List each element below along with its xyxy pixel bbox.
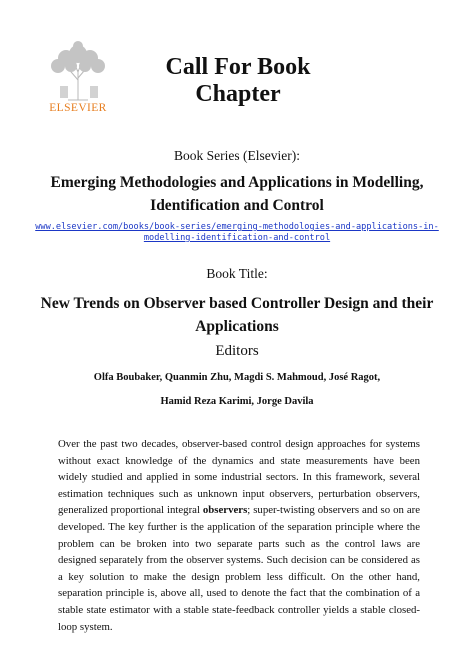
series-label: Book Series (Elsevier): xyxy=(174,148,300,163)
elsevier-logo xyxy=(38,40,118,118)
abstract-paragraph xyxy=(58,436,420,635)
book-title xyxy=(40,292,434,338)
editors-heading: Editors xyxy=(215,343,259,359)
page-title: Call For Book Chapter xyxy=(165,54,311,107)
series-url-line-2: modelling-identification-and-control xyxy=(143,233,331,243)
abstract-emphasis: observers xyxy=(202,504,248,517)
editors-list-line-1: Olfa Boubaker, Quanmin Zhu, Magdi S. Mahmoud, José Ragot, xyxy=(93,372,381,383)
book-title-line-2: Applications xyxy=(195,318,279,335)
series-title xyxy=(40,171,434,217)
series-title-line-2: Identification and Control xyxy=(150,197,324,214)
series-title-line-1: Emerging Methodologies and Applications in Modelling, xyxy=(50,174,424,191)
abstract-text-part-2: ; super-twisting observers and so on are developed. The key further is the application of the separation principle where the problem can be broken into two separate parts such as the control laws are designed separately from the observer systems. Such decision can be considered as a key solution to make the design problem less difficult. On the other hand, separation principle is, above all, used to denote the fact that the combination of a stable state estimator with a stable state-feedback controller yields a stable closed-loop system. xyxy=(58,504,420,633)
book-title-label: Book Title: xyxy=(206,266,268,281)
book-title-line-1: New Trends on Observer based Controller Design and their xyxy=(40,295,434,312)
elsevier-wordmark: ELSEVIER xyxy=(49,102,107,114)
series-url-link[interactable] xyxy=(30,222,444,244)
editors-list-line-2: Hamid Reza Karimi, Jorge Davila xyxy=(160,396,314,407)
elsevier-tree-icon xyxy=(38,40,118,102)
series-url-line-1: www.elsevier.com/books/book-series/emerging-methodologies-and-applications-in- xyxy=(35,222,439,232)
abstract-text-part-1: Over the past two decades, observer-based control design approaches for systems without exact knowledge of the dynamics and state measurements have been widely studied and applied in some industrial sectors. In this framework, several estimation techniques such as unknown input observers, perturbation observers, generalized proportional integral xyxy=(58,438,420,517)
